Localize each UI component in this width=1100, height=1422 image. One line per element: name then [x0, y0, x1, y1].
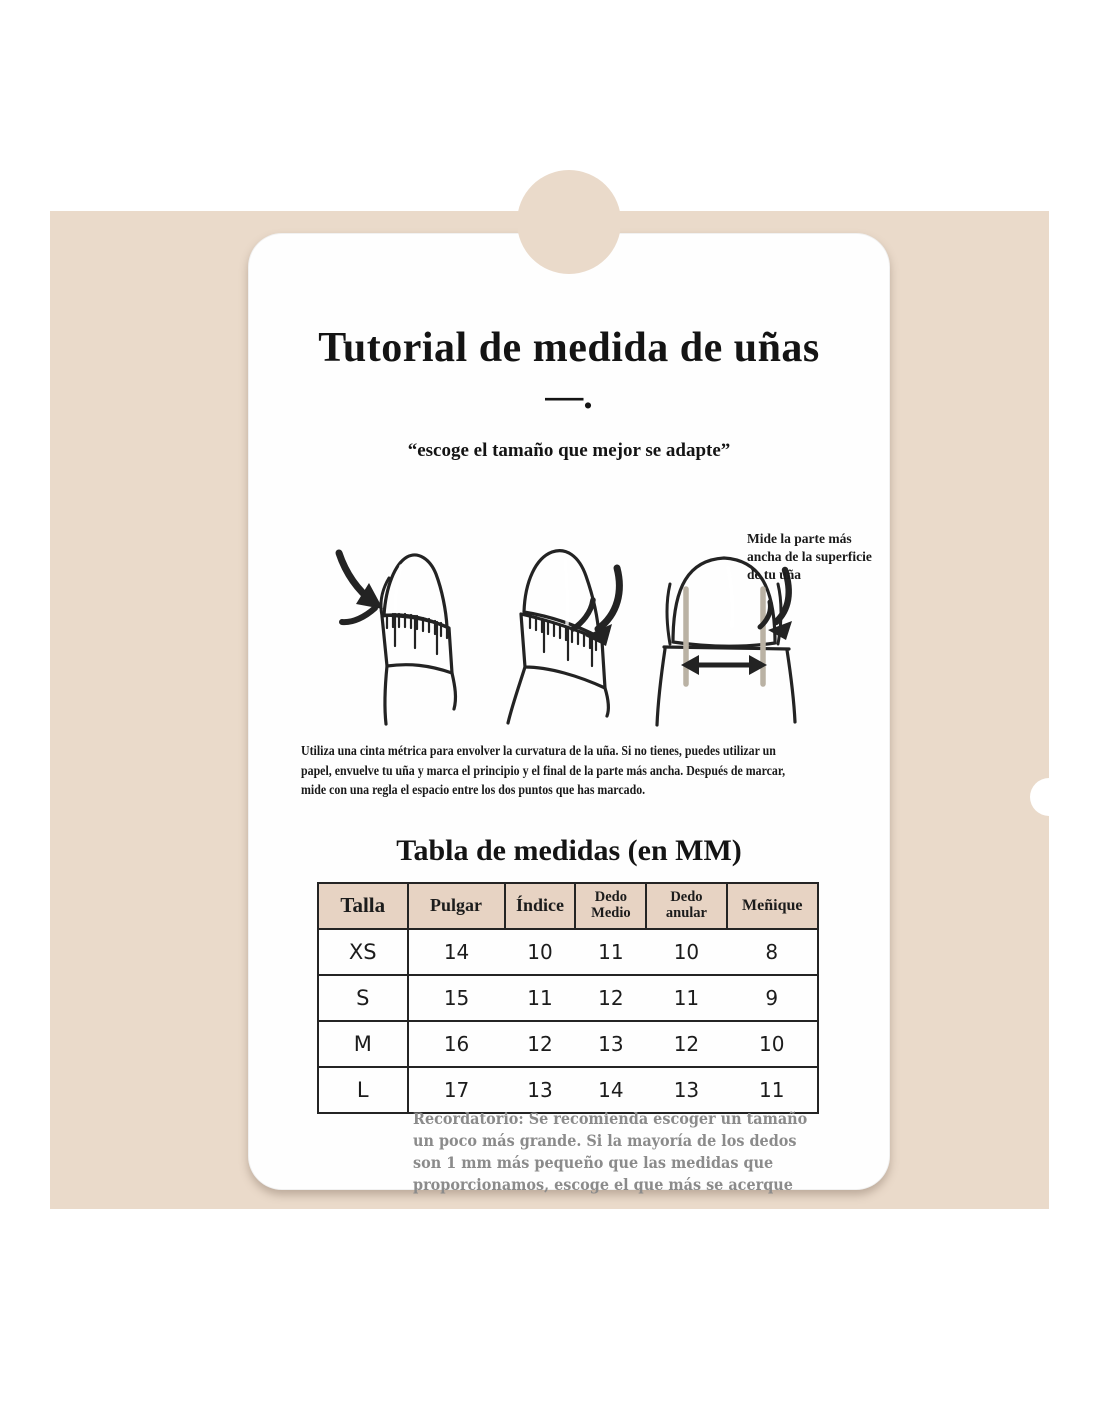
- card-top-notch: [517, 170, 621, 274]
- measure-value: 11: [646, 975, 726, 1021]
- measure-value: 9: [727, 975, 818, 1021]
- table-row-l: [318, 1067, 818, 1113]
- measure-value: 14: [408, 929, 505, 975]
- table-row-xs: [318, 929, 818, 975]
- measure-value: 10: [727, 1021, 818, 1067]
- column-header-pulgar: Pulgar: [408, 883, 505, 929]
- reminder-line: un poco más grande. Si la mayoría de los dedos: [413, 1131, 797, 1150]
- annotation-line: ancha de la superficie: [747, 549, 872, 564]
- reminder-line: Recordatorio: Se recomienda escoger un tamaño: [413, 1109, 808, 1128]
- measure-value: 15: [408, 975, 505, 1021]
- finger-step-1: [339, 553, 455, 724]
- instructions-line: papel, envuelve tu uña y marca el principio y el final de la parte más ancha. Después de marcar,: [301, 763, 786, 779]
- tape-ticks: [387, 614, 447, 654]
- size-label: L: [318, 1067, 408, 1113]
- subtitle: “escoge el tamaño que mejor se adapte”: [407, 440, 731, 461]
- column-header-indice: Índice: [505, 883, 576, 929]
- measure-value: 10: [646, 929, 726, 975]
- measure-value: 8: [727, 929, 818, 975]
- gallery-edge-notch: [1030, 778, 1068, 816]
- size-label: M: [318, 1021, 408, 1067]
- instructions-line: Utiliza una cinta métrica para envolver la curvatura de la uña. Si no tienes, puedes utilizar un: [301, 744, 776, 759]
- instructions-line: mide con una regla el espacio entre los dos puntos que has marcado.: [301, 783, 646, 798]
- annotation-line: de tu uña: [747, 567, 802, 582]
- table-row-s: [318, 975, 818, 1021]
- measure-value: 12: [575, 975, 646, 1021]
- measure-value: 13: [505, 1067, 576, 1113]
- beige-panel: [50, 211, 1049, 1209]
- measure-value: 11: [575, 929, 646, 975]
- measure-value: 17: [408, 1067, 505, 1113]
- measure-value: 16: [408, 1021, 505, 1067]
- table-title: Tabla de medidas (en MM): [396, 834, 742, 867]
- column-header-dedo-anular: Dedo anular: [646, 883, 726, 929]
- column-header-talla: Talla: [318, 883, 408, 929]
- measure-value: 11: [727, 1067, 818, 1113]
- nail-annotation: [747, 530, 897, 584]
- measure-value: 14: [575, 1067, 646, 1113]
- tutorial-card: [248, 233, 890, 1194]
- measure-value: 12: [505, 1021, 576, 1067]
- reminder-text: [413, 1108, 808, 1196]
- table-header-row: [318, 883, 818, 929]
- reminder-line: son 1 mm más pequeño que las medidas que: [413, 1153, 774, 1172]
- instructions-text: [301, 742, 845, 801]
- measure-value: 11: [505, 975, 576, 1021]
- finger-step-2: [508, 551, 619, 723]
- measure-value: 10: [505, 929, 576, 975]
- size-label: XS: [318, 929, 408, 975]
- double-arrow-icon: [681, 655, 767, 675]
- size-table: [317, 882, 819, 1114]
- column-header-menique: Meñique: [727, 883, 818, 929]
- title-divider: —.: [545, 375, 593, 417]
- column-header-dedo-medio: Dedo Medio: [575, 883, 646, 929]
- size-label: S: [318, 975, 408, 1021]
- reminder-line: proporcionamos, escoge el que más se acerque: [413, 1175, 793, 1194]
- annotation-line: Mide la parte más: [747, 531, 852, 546]
- measure-value: 13: [575, 1021, 646, 1067]
- curved-arrow-icon: [339, 553, 383, 622]
- page-title: Tutorial de medida de uñas: [318, 325, 820, 371]
- table-row-m: [318, 1021, 818, 1067]
- measure-value: 12: [646, 1021, 726, 1067]
- measure-value: 13: [646, 1067, 726, 1113]
